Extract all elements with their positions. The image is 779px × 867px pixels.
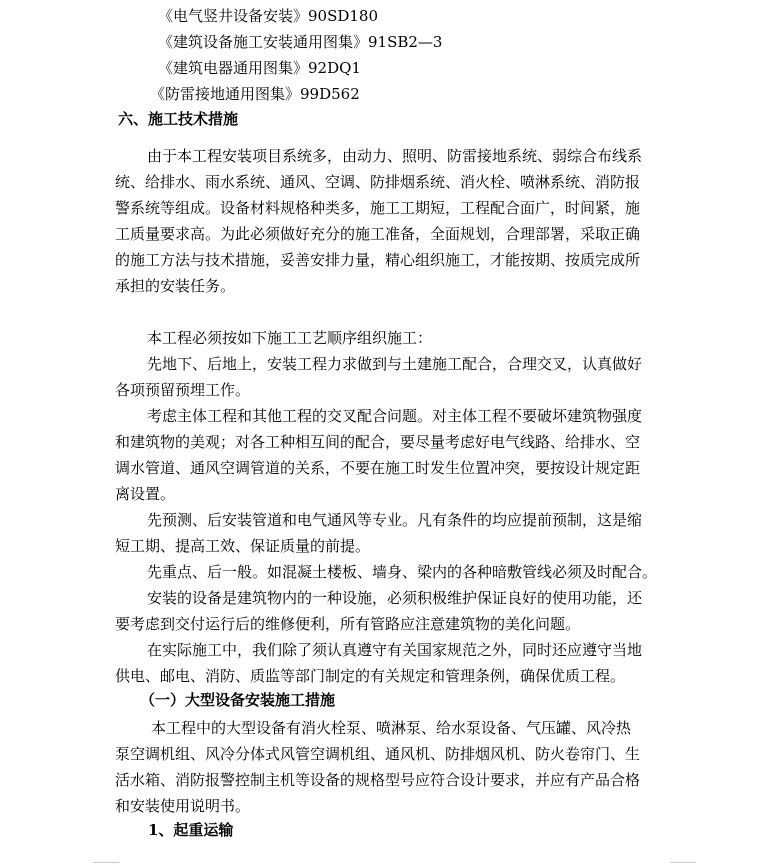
paragraph-line: 的施工方法与技术措施，妥善安排力量，精心组织施工，才能按期、按质完成所: [115, 251, 641, 269]
reference-line: 《电气竖井设备安装》90SD180: [158, 7, 379, 25]
paragraph-line: 先地下、后地上，安装工程力求做到与土建施工配合，合理交叉，认真做好: [147, 355, 643, 373]
paragraph-line: 承担的安装任务。: [115, 277, 236, 295]
paragraph-line: 和安装使用说明书。: [115, 797, 251, 815]
paragraph-line: 各项预留预埋工作。: [115, 381, 251, 399]
subsubsection-heading: 1、起重运输: [148, 821, 234, 839]
paragraph-line: 安装的设备是建筑物内的一种设施，必须积极维护保证良好的使用功能，还: [147, 589, 643, 607]
paragraph: [115, 507, 671, 559]
paragraph: [115, 585, 671, 637]
page-corner-mark: [670, 862, 696, 863]
paragraph-line: 先预测、后安装管道和电气通风等专业。凡有条件的均应提前预制，这是缩: [147, 511, 643, 529]
paragraph-line: 在实际施工中，我们除了须认真遵守有关国家规范之外，同时还应遵守当地: [147, 641, 643, 659]
paragraph-line: 泵空调机组、风冷分体式风管空调机组、通风机、防排烟风机、防火卷帘门、生: [115, 745, 641, 763]
paragraph-line: 要考虑到交付运行后的维修便利，所有管路应注意建筑物的美化问题。: [115, 615, 581, 633]
paragraph-line: 活水箱、消防报警控制主机等设备的规格型号应符合设计要求，并应有产品合格: [115, 771, 641, 789]
page-corner-mark: [93, 862, 119, 863]
paragraph: [115, 715, 671, 819]
subsection-heading: （一）大型设备安装施工措施: [140, 691, 336, 709]
paragraph-line: 供电、邮电、消防、质监等部门制定的有关规定和管理条例，确保优质工程。: [115, 667, 626, 685]
section-heading: 六、施工技术措施: [118, 110, 239, 128]
paragraph: [115, 351, 671, 403]
reference-line: 《建筑电器通用图集》92DQ1: [158, 59, 361, 77]
paragraph: [115, 325, 671, 351]
paragraph: [115, 637, 671, 689]
paragraph-line: 离设置。: [115, 485, 176, 503]
paragraph: [115, 143, 671, 299]
paragraph-line: 本工程必须按如下施工工艺顺序组织施工：: [147, 329, 433, 347]
paragraph-line: 工质量要求高。为此必须做好充分的施工准备，全面规划，合理部署，采取正确: [115, 225, 641, 243]
paragraph: [115, 559, 671, 585]
paragraph-line: 统、给排水、雨水系统、通风、空调、防排烟系统、消火栓、喷淋系统、消防报: [115, 173, 641, 191]
paragraph-line: 本工程中的大型设备有消火栓泵、喷淋泵、给水泵设备、气压罐、风冷热: [151, 719, 632, 737]
paragraph-line: 警系统等组成。设备材料规格种类多，施工工期短，工程配合面广，时间紧，施: [115, 199, 641, 217]
paragraph-line: 先重点、后一般。如混凝土楼板、墙身、梁内的各种暗敷管线必须及时配合。: [147, 563, 658, 581]
paragraph-line: 考虑主体工程和其他工程的交叉配合问题。对主体工程不要破坏建筑物强度: [147, 407, 643, 425]
paragraph-line: 和建筑物的美观；对各工种相互间的配合，要尽量考虑好电气线路、给排水、空: [115, 433, 641, 451]
reference-line: 《建筑设备施工安装通用图集》91SB2—3: [158, 33, 443, 51]
paragraph-line: 由于本工程安装项目系统多，由动力、照明、防雷接地系统、弱综合布线系: [147, 147, 643, 165]
reference-line: 《防雷接地通用图集》99D562: [150, 85, 360, 103]
paragraph: [115, 403, 671, 507]
paragraph-line: 调水管道、通风空调管道的关系，不要在施工时发生位置冲突，要按设计规定距: [115, 459, 641, 477]
paragraph-line: 短工期、提高工效、保证质量的前提。: [115, 537, 371, 555]
